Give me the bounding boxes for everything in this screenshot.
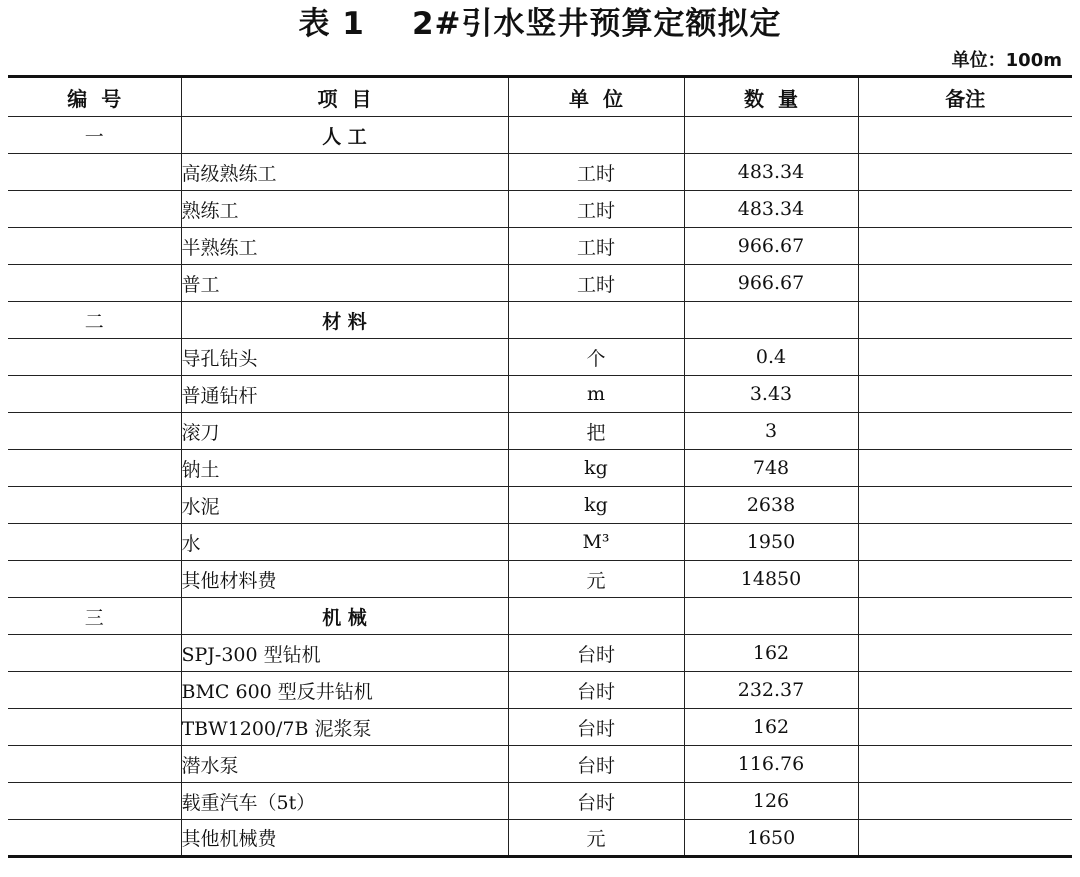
group-name: 机 械	[181, 598, 508, 635]
item-code-cell	[8, 154, 181, 191]
item-remark	[858, 635, 1072, 672]
item-code-cell	[8, 524, 181, 561]
group-unit-cell	[508, 302, 684, 339]
item-remark	[858, 524, 1072, 561]
table-row	[8, 746, 1072, 783]
group-code: 三	[8, 598, 181, 635]
item-quantity: 1950	[684, 524, 858, 561]
item-quantity: 483.34	[684, 154, 858, 191]
item-remark	[858, 709, 1072, 746]
group-unit-cell	[508, 117, 684, 154]
header-quantity: 数 量	[684, 77, 858, 117]
item-remark	[858, 154, 1072, 191]
item-unit: 工时	[508, 228, 684, 265]
item-quantity: 483.34	[684, 191, 858, 228]
item-remark	[858, 672, 1072, 709]
item-remark	[858, 820, 1072, 857]
item-quantity: 116.76	[684, 746, 858, 783]
item-unit: 工时	[508, 191, 684, 228]
item-name: 水	[181, 524, 508, 561]
page-title: 表 1 2#引水竖井预算定额拟定	[298, 6, 782, 42]
item-code-cell	[8, 709, 181, 746]
table-row	[8, 820, 1072, 857]
table-row	[8, 783, 1072, 820]
group-unit-cell	[508, 598, 684, 635]
item-remark	[858, 561, 1072, 598]
item-name: 高级熟练工	[181, 154, 508, 191]
item-unit: kg	[508, 450, 684, 487]
item-unit: 工时	[508, 265, 684, 302]
item-code-cell	[8, 450, 181, 487]
group-remark-cell	[858, 598, 1072, 635]
table-row	[8, 635, 1072, 672]
item-code-cell	[8, 820, 181, 857]
table-row	[8, 228, 1072, 265]
item-remark	[858, 450, 1072, 487]
group-row	[8, 302, 1072, 339]
item-name: 载重汽车（5t）	[181, 783, 508, 820]
item-quantity: 14850	[684, 561, 858, 598]
item-code-cell	[8, 191, 181, 228]
item-quantity: 3.43	[684, 376, 858, 413]
quota-table	[8, 75, 1072, 858]
item-name: 半熟练工	[181, 228, 508, 265]
item-quantity: 2638	[684, 487, 858, 524]
item-name: 钠土	[181, 450, 508, 487]
table-body	[8, 117, 1072, 857]
table-row	[8, 339, 1072, 376]
group-qty-cell	[684, 117, 858, 154]
item-remark	[858, 783, 1072, 820]
item-name: BMC 600 型反井钻机	[181, 672, 508, 709]
item-quantity: 162	[684, 635, 858, 672]
item-remark	[858, 746, 1072, 783]
group-row	[8, 598, 1072, 635]
item-unit: kg	[508, 487, 684, 524]
item-quantity: 3	[684, 413, 858, 450]
item-quantity: 126	[684, 783, 858, 820]
item-code-cell	[8, 561, 181, 598]
table-row	[8, 709, 1072, 746]
item-unit: M³	[508, 524, 684, 561]
item-remark	[858, 413, 1072, 450]
item-name: 熟练工	[181, 191, 508, 228]
item-unit: 台时	[508, 783, 684, 820]
group-qty-cell	[684, 302, 858, 339]
item-quantity: 1650	[684, 820, 858, 857]
header-code: 编 号	[8, 77, 181, 117]
table-row	[8, 265, 1072, 302]
item-name: 普工	[181, 265, 508, 302]
group-remark-cell	[858, 117, 1072, 154]
item-code-cell	[8, 265, 181, 302]
item-code-cell	[8, 783, 181, 820]
item-name: TBW1200/7B 泥浆泵	[181, 709, 508, 746]
item-quantity: 232.37	[684, 672, 858, 709]
item-unit: 台时	[508, 635, 684, 672]
item-name: 滚刀	[181, 413, 508, 450]
item-unit: 把	[508, 413, 684, 450]
table-row	[8, 154, 1072, 191]
item-remark	[858, 228, 1072, 265]
item-quantity: 162	[684, 709, 858, 746]
item-remark	[858, 376, 1072, 413]
item-code-cell	[8, 746, 181, 783]
table-row	[8, 561, 1072, 598]
item-name: SPJ-300 型钻机	[181, 635, 508, 672]
item-unit: m	[508, 376, 684, 413]
item-quantity: 748	[684, 450, 858, 487]
table-row	[8, 376, 1072, 413]
item-remark	[858, 487, 1072, 524]
item-name: 水泥	[181, 487, 508, 524]
table-row	[8, 191, 1072, 228]
item-quantity: 966.67	[684, 228, 858, 265]
table-row	[8, 487, 1072, 524]
item-remark	[858, 191, 1072, 228]
group-row	[8, 117, 1072, 154]
group-remark-cell	[858, 302, 1072, 339]
item-code-cell	[8, 228, 181, 265]
group-name: 材 料	[181, 302, 508, 339]
table-row	[8, 450, 1072, 487]
table-row	[8, 524, 1072, 561]
unit-note: 单位：100m	[951, 50, 1062, 71]
item-unit: 台时	[508, 709, 684, 746]
group-code: 二	[8, 302, 181, 339]
item-code-cell	[8, 339, 181, 376]
group-qty-cell	[684, 598, 858, 635]
table-row	[8, 672, 1072, 709]
table-row	[8, 413, 1072, 450]
item-code-cell	[8, 635, 181, 672]
group-code: 一	[8, 117, 181, 154]
item-name: 其他机械费	[181, 820, 508, 857]
item-code-cell	[8, 487, 181, 524]
item-code-cell	[8, 672, 181, 709]
header-item: 项 目	[181, 77, 508, 117]
item-name: 普通钻杆	[181, 376, 508, 413]
item-unit: 元	[508, 820, 684, 857]
item-remark	[858, 339, 1072, 376]
item-unit: 台时	[508, 746, 684, 783]
group-name: 人 工	[181, 117, 508, 154]
item-unit: 台时	[508, 672, 684, 709]
item-name: 其他材料费	[181, 561, 508, 598]
item-name: 导孔钻头	[181, 339, 508, 376]
item-code-cell	[8, 413, 181, 450]
header-unit: 单 位	[508, 77, 684, 117]
item-quantity: 966.67	[684, 265, 858, 302]
item-code-cell	[8, 376, 181, 413]
item-unit: 工时	[508, 154, 684, 191]
item-name: 潜水泵	[181, 746, 508, 783]
item-unit: 个	[508, 339, 684, 376]
header-remark: 备注	[858, 77, 1072, 117]
item-quantity: 0.4	[684, 339, 858, 376]
table-header-row	[8, 77, 1072, 117]
item-unit: 元	[508, 561, 684, 598]
item-remark	[858, 265, 1072, 302]
